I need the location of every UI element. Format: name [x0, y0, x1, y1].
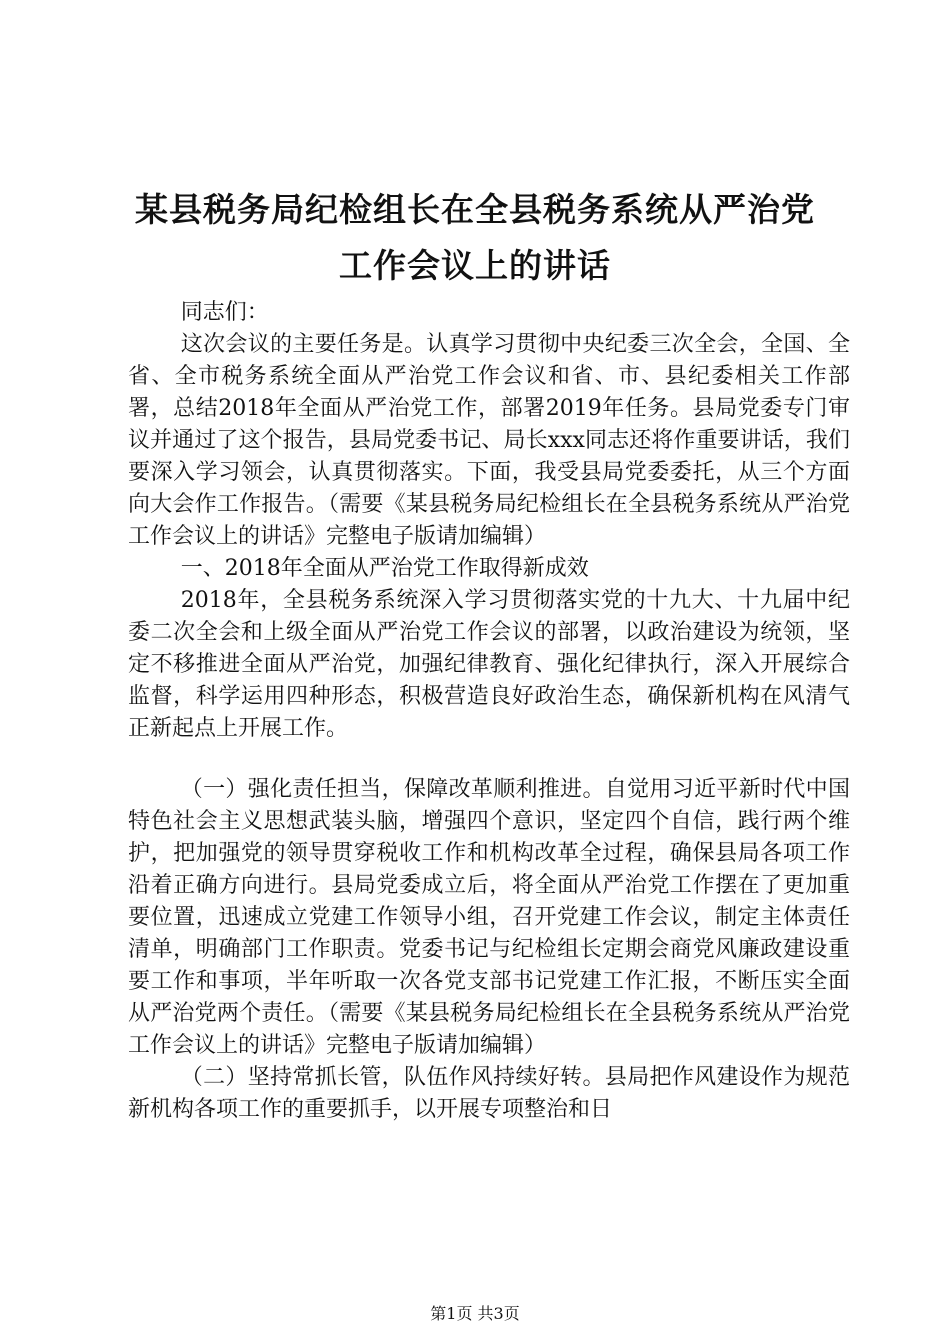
paragraph-subsection-1: （一）强化责任担当，保障改革顺利推进。自觉用习近平新时代中国特色社会主义思想武装头脑，增强四个意识，坚定四个自信，践行两个维护，把加强党的领导贯穿税收工作和机构改革全过程，确保县局各项工作沿着正确方向进行。县局党委成立后，将全面从严治党工作摆在了更加重要位置，迅速成立党建工作领导小组，召开党建工作会议，制定主体责任清单，明确部门工作职责。党委书记与纪检组长定期会商党风廉政建设重要工作和事项，半年听取一次各党支部书记党建工作汇报，不断压实全面从严治党两个责任。（需要《某县税务局纪检组长在全县税务系统从严治党工作会议上的讲话》完整电子版请加编辑）: [128, 777, 850, 1058]
paragraph-subsection-2: （二）坚持常抓长管，队伍作风持续好转。县局把作风建设作为规范新机构各项工作的重要抓手，以开展专项整治和日: [128, 1065, 850, 1122]
document-body: [128, 297, 850, 1126]
document-title-line-2: 工作会议上的讲话: [339, 246, 611, 285]
page-number-footer: 第1页 共3页: [430, 1304, 520, 1323]
document-title-line-1: 某县税务局纪检组长在全县税务系统从严治党: [135, 190, 815, 229]
paragraph-intro: 这次会议的主要任务是。认真学习贯彻中央纪委三次全会，全国、全省、全市税务系统全面从严治党工作会议和省、市、县纪委相关工作部署，总结2018年全面从严治党工作，部署2019年任务。县局党委专门审议并通过了这个报告，县局党委书记、局长xxx同志还将作重要讲话，我们要深入学习领会，认真贯彻落实。下面，我受县局党委委托，从三个方面向大会作工作报告。（需要《某县税务局纪检组长在全县税务系统从严治党工作会议上的讲话》完整电子版请加编辑）: [128, 332, 850, 549]
paragraph-gap: [128, 745, 850, 774]
section-heading-1: 一、2018年全面从严治党工作取得新成效: [180, 556, 589, 581]
salutation: 同志们：: [180, 300, 269, 325]
paragraph-summary-2018: 2018年，全县税务系统深入学习贯彻落实党的十九大、十九届中纪委二次全会和上级全面从严治党工作会议的部署，以政治建设为统领，坚定不移推进全面从严治党，加强纪律教育、强化纪律执行，深入开展综合监督，科学运用四种形态，积极营造良好政治生态，确保新机构在风清气正新起点上开展工作。: [128, 588, 850, 741]
